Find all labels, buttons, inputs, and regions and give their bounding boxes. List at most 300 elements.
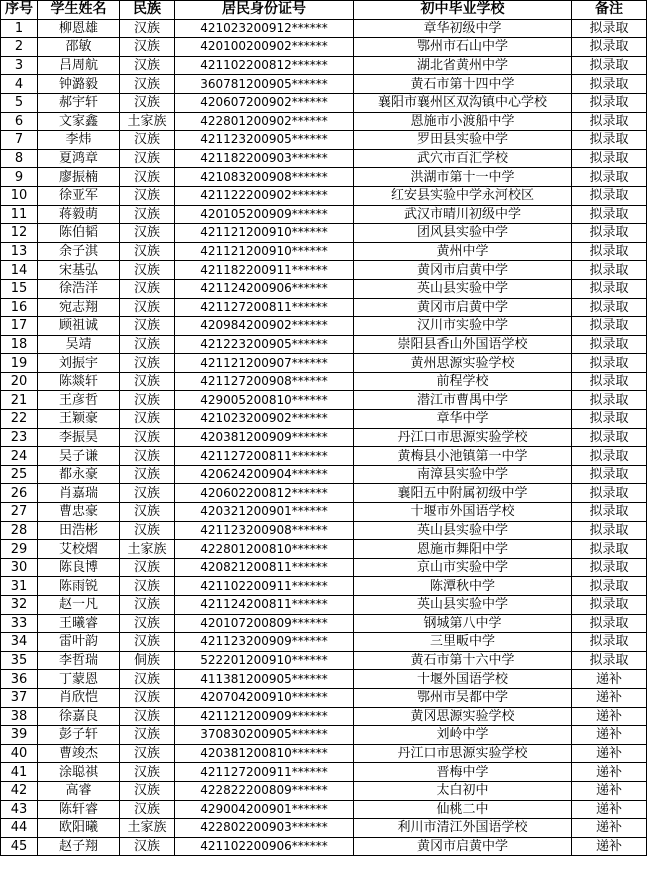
table-row xyxy=(1,112,647,131)
cell-id-number: 421102200911****** xyxy=(175,577,354,596)
table-row xyxy=(1,558,647,577)
cell-ethnicity: 汉族 xyxy=(120,56,175,75)
table-row xyxy=(1,93,647,112)
cell-id-number: 421127200911****** xyxy=(175,763,354,782)
cell-remark: 拟录取 xyxy=(572,186,647,205)
table-row xyxy=(1,131,647,150)
cell-id-number: 370830200905****** xyxy=(175,726,354,745)
cell-ethnicity: 汉族 xyxy=(120,670,175,689)
cell-student-name: 肖嘉瑞 xyxy=(38,484,120,503)
cell-ethnicity: 汉族 xyxy=(120,242,175,261)
cell-remark: 拟录取 xyxy=(572,447,647,466)
cell-ethnicity: 汉族 xyxy=(120,726,175,745)
cell-remark: 拟录取 xyxy=(572,651,647,670)
cell-school: 黄州中学 xyxy=(354,242,572,261)
cell-remark: 递补 xyxy=(572,744,647,763)
cell-student-name: 吴靖 xyxy=(38,335,120,354)
cell-student-name: 吕周航 xyxy=(38,56,120,75)
cell-ethnicity: 汉族 xyxy=(120,186,175,205)
cell-index: 12 xyxy=(1,224,38,243)
cell-ethnicity: 汉族 xyxy=(120,614,175,633)
cell-ethnicity: 汉族 xyxy=(120,688,175,707)
cell-remark: 拟录取 xyxy=(572,540,647,559)
cell-ethnicity: 汉族 xyxy=(120,279,175,298)
cell-ethnicity: 汉族 xyxy=(120,168,175,187)
cell-remark: 拟录取 xyxy=(572,577,647,596)
table-row xyxy=(1,205,647,224)
cell-remark: 拟录取 xyxy=(572,391,647,410)
cell-ethnicity: 汉族 xyxy=(120,298,175,317)
cell-student-name: 陈伯韬 xyxy=(38,224,120,243)
cell-index: 34 xyxy=(1,633,38,652)
cell-remark: 递补 xyxy=(572,670,647,689)
cell-index: 42 xyxy=(1,781,38,800)
table-row xyxy=(1,596,647,615)
cell-school: 十堰外国语学校 xyxy=(354,670,572,689)
cell-index: 19 xyxy=(1,354,38,373)
table-row xyxy=(1,651,647,670)
cell-school: 英山县实验中学 xyxy=(354,596,572,615)
cell-remark: 拟录取 xyxy=(572,335,647,354)
table-row xyxy=(1,428,647,447)
table-row xyxy=(1,335,647,354)
cell-ethnicity: 汉族 xyxy=(120,428,175,447)
cell-student-name: 李振昊 xyxy=(38,428,120,447)
cell-school: 洪湖市第十一中学 xyxy=(354,168,572,187)
cell-index: 32 xyxy=(1,596,38,615)
cell-school: 利川市清江外国语学校 xyxy=(354,819,572,838)
cell-ethnicity: 汉族 xyxy=(120,205,175,224)
cell-student-name: 曹竣杰 xyxy=(38,744,120,763)
cell-id-number: 360781200905****** xyxy=(175,75,354,94)
cell-remark: 递补 xyxy=(572,819,647,838)
cell-remark: 拟录取 xyxy=(572,131,647,150)
cell-student-name: 钟潞毅 xyxy=(38,75,120,94)
cell-student-name: 赵子翔 xyxy=(38,837,120,856)
cell-school: 黄冈市启黄中学 xyxy=(354,261,572,280)
table-row xyxy=(1,763,647,782)
cell-index: 26 xyxy=(1,484,38,503)
cell-school: 章华中学 xyxy=(354,410,572,429)
cell-index: 10 xyxy=(1,186,38,205)
header-student-name: 学生姓名 xyxy=(38,1,120,20)
table-row xyxy=(1,837,647,856)
table-row xyxy=(1,503,647,522)
cell-id-number: 421182200911****** xyxy=(175,261,354,280)
cell-remark: 拟录取 xyxy=(572,354,647,373)
cell-school: 鄂州市石山中学 xyxy=(354,38,572,57)
cell-ethnicity: 汉族 xyxy=(120,465,175,484)
cell-student-name: 高睿 xyxy=(38,781,120,800)
cell-index: 3 xyxy=(1,56,38,75)
table-row xyxy=(1,149,647,168)
cell-ethnicity: 汉族 xyxy=(120,335,175,354)
cell-id-number: 421124200906****** xyxy=(175,279,354,298)
cell-student-name: 李炜 xyxy=(38,131,120,150)
table-row xyxy=(1,688,647,707)
cell-index: 28 xyxy=(1,521,38,540)
header-id-number: 居民身份证号 xyxy=(175,1,354,20)
cell-index: 17 xyxy=(1,317,38,336)
table-row xyxy=(1,224,647,243)
cell-id-number: 420381200810****** xyxy=(175,744,354,763)
cell-index: 9 xyxy=(1,168,38,187)
table-row xyxy=(1,577,647,596)
cell-school: 武穴市百汇学校 xyxy=(354,149,572,168)
cell-ethnicity: 汉族 xyxy=(120,837,175,856)
cell-ethnicity: 汉族 xyxy=(120,800,175,819)
cell-ethnicity: 汉族 xyxy=(120,410,175,429)
cell-remark: 拟录取 xyxy=(572,596,647,615)
cell-student-name: 余子淇 xyxy=(38,242,120,261)
cell-student-name: 欧阳曦 xyxy=(38,819,120,838)
cell-school: 十堰市外国语学校 xyxy=(354,503,572,522)
cell-index: 6 xyxy=(1,112,38,131)
cell-id-number: 421127200811****** xyxy=(175,298,354,317)
cell-index: 5 xyxy=(1,93,38,112)
cell-id-number: 420602200812****** xyxy=(175,484,354,503)
cell-student-name: 廖振楠 xyxy=(38,168,120,187)
table-row xyxy=(1,410,647,429)
cell-remark: 拟录取 xyxy=(572,112,647,131)
cell-remark: 拟录取 xyxy=(572,93,647,112)
table-row xyxy=(1,75,647,94)
cell-student-name: 吴子谦 xyxy=(38,447,120,466)
cell-index: 37 xyxy=(1,688,38,707)
table-row xyxy=(1,670,647,689)
cell-student-name: 彭子轩 xyxy=(38,726,120,745)
cell-school: 太白初中 xyxy=(354,781,572,800)
cell-id-number: 421123200909****** xyxy=(175,633,354,652)
cell-school: 恩施市舞阳中学 xyxy=(354,540,572,559)
header-index: 序号 xyxy=(1,1,38,20)
cell-id-number: 422802200903****** xyxy=(175,819,354,838)
cell-index: 24 xyxy=(1,447,38,466)
table-row xyxy=(1,819,647,838)
cell-ethnicity: 汉族 xyxy=(120,596,175,615)
table-row xyxy=(1,56,647,75)
cell-ethnicity: 汉族 xyxy=(120,633,175,652)
cell-index: 2 xyxy=(1,38,38,57)
cell-school: 潜江市曹禺中学 xyxy=(354,391,572,410)
cell-school: 丹江口市思源实验学校 xyxy=(354,744,572,763)
cell-id-number: 421127200908****** xyxy=(175,372,354,391)
cell-index: 18 xyxy=(1,335,38,354)
table-row xyxy=(1,614,647,633)
cell-index: 45 xyxy=(1,837,38,856)
header-school: 初中毕业学校 xyxy=(354,1,572,20)
cell-school: 三里畈中学 xyxy=(354,633,572,652)
table-row xyxy=(1,19,647,38)
cell-school: 襄阳市襄州区双沟镇中心学校 xyxy=(354,93,572,112)
cell-index: 38 xyxy=(1,707,38,726)
cell-school: 钢城第八中学 xyxy=(354,614,572,633)
cell-remark: 递补 xyxy=(572,707,647,726)
cell-ethnicity: 汉族 xyxy=(120,577,175,596)
cell-index: 23 xyxy=(1,428,38,447)
header-remark: 备注 xyxy=(572,1,647,20)
cell-id-number: 411381200905****** xyxy=(175,670,354,689)
cell-index: 4 xyxy=(1,75,38,94)
cell-school: 汉川市实验中学 xyxy=(354,317,572,336)
cell-index: 11 xyxy=(1,205,38,224)
cell-ethnicity: 土家族 xyxy=(120,819,175,838)
table-row xyxy=(1,726,647,745)
table-row xyxy=(1,484,647,503)
cell-student-name: 都永豪 xyxy=(38,465,120,484)
table-row xyxy=(1,186,647,205)
cell-remark: 拟录取 xyxy=(572,317,647,336)
cell-ethnicity: 汉族 xyxy=(120,93,175,112)
cell-student-name: 曹忠豪 xyxy=(38,503,120,522)
cell-id-number: 421123200905****** xyxy=(175,131,354,150)
table-row xyxy=(1,279,647,298)
cell-school: 刘岭中学 xyxy=(354,726,572,745)
cell-student-name: 丁蒙恩 xyxy=(38,670,120,689)
cell-ethnicity: 土家族 xyxy=(120,540,175,559)
cell-id-number: 421121200910****** xyxy=(175,224,354,243)
cell-school: 前程学校 xyxy=(354,372,572,391)
cell-student-name: 赵一凡 xyxy=(38,596,120,615)
table-row xyxy=(1,317,647,336)
cell-student-name: 夏鸿章 xyxy=(38,149,120,168)
cell-remark: 拟录取 xyxy=(572,428,647,447)
cell-school: 湖北省黄州中学 xyxy=(354,56,572,75)
cell-ethnicity: 汉族 xyxy=(120,503,175,522)
cell-index: 20 xyxy=(1,372,38,391)
cell-id-number: 421102200906****** xyxy=(175,837,354,856)
cell-ethnicity: 汉族 xyxy=(120,707,175,726)
cell-id-number: 421127200811****** xyxy=(175,447,354,466)
cell-remark: 递补 xyxy=(572,726,647,745)
cell-student-name: 王彦哲 xyxy=(38,391,120,410)
cell-remark: 拟录取 xyxy=(572,484,647,503)
cell-remark: 拟录取 xyxy=(572,298,647,317)
cell-student-name: 徐浩洋 xyxy=(38,279,120,298)
cell-index: 13 xyxy=(1,242,38,261)
cell-index: 44 xyxy=(1,819,38,838)
cell-student-name: 宋基弘 xyxy=(38,261,120,280)
cell-index: 36 xyxy=(1,670,38,689)
table-row xyxy=(1,744,647,763)
cell-remark: 拟录取 xyxy=(572,224,647,243)
cell-student-name: 雷叶韵 xyxy=(38,633,120,652)
cell-remark: 递补 xyxy=(572,800,647,819)
cell-id-number: 421023200902****** xyxy=(175,410,354,429)
cell-id-number: 421124200811****** xyxy=(175,596,354,615)
table-row xyxy=(1,372,647,391)
cell-id-number: 420821200811****** xyxy=(175,558,354,577)
cell-student-name: 李哲瑞 xyxy=(38,651,120,670)
cell-id-number: 429004200901****** xyxy=(175,800,354,819)
cell-remark: 拟录取 xyxy=(572,19,647,38)
cell-remark: 拟录取 xyxy=(572,410,647,429)
cell-id-number: 421123200908****** xyxy=(175,521,354,540)
table-body xyxy=(1,19,647,856)
cell-id-number: 421122200902****** xyxy=(175,186,354,205)
cell-index: 27 xyxy=(1,503,38,522)
cell-student-name: 文家鑫 xyxy=(38,112,120,131)
cell-school: 黄州思源实验学校 xyxy=(354,354,572,373)
table-row xyxy=(1,707,647,726)
cell-school: 恩施市小渡船中学 xyxy=(354,112,572,131)
cell-ethnicity: 汉族 xyxy=(120,354,175,373)
cell-ethnicity: 侗族 xyxy=(120,651,175,670)
cell-index: 33 xyxy=(1,614,38,633)
cell-school: 红安县实验中学永河校区 xyxy=(354,186,572,205)
cell-remark: 递补 xyxy=(572,837,647,856)
cell-student-name: 王颖豪 xyxy=(38,410,120,429)
cell-index: 41 xyxy=(1,763,38,782)
cell-remark: 拟录取 xyxy=(572,261,647,280)
cell-index: 21 xyxy=(1,391,38,410)
cell-ethnicity: 汉族 xyxy=(120,149,175,168)
cell-student-name: 陈良博 xyxy=(38,558,120,577)
cell-student-name: 王曦睿 xyxy=(38,614,120,633)
cell-school: 章华初级中学 xyxy=(354,19,572,38)
cell-ethnicity: 汉族 xyxy=(120,447,175,466)
cell-index: 31 xyxy=(1,577,38,596)
cell-school: 崇阳县香山外国语学校 xyxy=(354,335,572,354)
cell-school: 黄梅县小池镇第一中学 xyxy=(354,447,572,466)
table-row xyxy=(1,781,647,800)
cell-id-number: 421121200910****** xyxy=(175,242,354,261)
cell-index: 43 xyxy=(1,800,38,819)
cell-id-number: 421083200908****** xyxy=(175,168,354,187)
cell-student-name: 刘振宇 xyxy=(38,354,120,373)
cell-id-number: 420984200902****** xyxy=(175,317,354,336)
cell-id-number: 422822200809****** xyxy=(175,781,354,800)
table-row xyxy=(1,391,647,410)
cell-student-name: 郝宇轩 xyxy=(38,93,120,112)
table-row xyxy=(1,633,647,652)
cell-ethnicity: 汉族 xyxy=(120,19,175,38)
table-row xyxy=(1,465,647,484)
cell-id-number: 522201200910****** xyxy=(175,651,354,670)
cell-remark: 拟录取 xyxy=(572,75,647,94)
cell-index: 25 xyxy=(1,465,38,484)
cell-index: 7 xyxy=(1,131,38,150)
cell-school: 仙桃二中 xyxy=(354,800,572,819)
cell-remark: 拟录取 xyxy=(572,633,647,652)
header-ethnicity: 民族 xyxy=(120,1,175,20)
table-row xyxy=(1,38,647,57)
cell-index: 8 xyxy=(1,149,38,168)
cell-ethnicity: 汉族 xyxy=(120,484,175,503)
cell-id-number: 420607200902****** xyxy=(175,93,354,112)
cell-id-number: 420704200910****** xyxy=(175,688,354,707)
cell-student-name: 陈轩睿 xyxy=(38,800,120,819)
cell-ethnicity: 汉族 xyxy=(120,75,175,94)
cell-ethnicity: 汉族 xyxy=(120,558,175,577)
cell-id-number: 420105200909****** xyxy=(175,205,354,224)
cell-index: 15 xyxy=(1,279,38,298)
cell-ethnicity: 汉族 xyxy=(120,763,175,782)
cell-ethnicity: 土家族 xyxy=(120,112,175,131)
table-row xyxy=(1,168,647,187)
cell-student-name: 柳恩雄 xyxy=(38,19,120,38)
cell-student-name: 陈雨锐 xyxy=(38,577,120,596)
cell-id-number: 421223200905****** xyxy=(175,335,354,354)
cell-student-name: 徐嘉良 xyxy=(38,707,120,726)
table-row xyxy=(1,242,647,261)
cell-ethnicity: 汉族 xyxy=(120,38,175,57)
cell-id-number: 420624200904****** xyxy=(175,465,354,484)
cell-student-name: 邵敏 xyxy=(38,38,120,57)
cell-remark: 拟录取 xyxy=(572,242,647,261)
cell-school: 黄石市第十六中学 xyxy=(354,651,572,670)
cell-school: 武汉市晴川初级中学 xyxy=(354,205,572,224)
cell-school: 襄阳五中附属初级中学 xyxy=(354,484,572,503)
table-row xyxy=(1,261,647,280)
cell-school: 团风县实验中学 xyxy=(354,224,572,243)
cell-id-number: 420381200909****** xyxy=(175,428,354,447)
cell-student-name: 徐亚军 xyxy=(38,186,120,205)
cell-school: 陈潭秋中学 xyxy=(354,577,572,596)
cell-school: 南漳县实验中学 xyxy=(354,465,572,484)
cell-remark: 拟录取 xyxy=(572,614,647,633)
cell-remark: 拟录取 xyxy=(572,279,647,298)
cell-index: 22 xyxy=(1,410,38,429)
cell-id-number: 420107200809****** xyxy=(175,614,354,633)
cell-remark: 拟录取 xyxy=(572,521,647,540)
cell-remark: 递补 xyxy=(572,763,647,782)
cell-ethnicity: 汉族 xyxy=(120,224,175,243)
cell-school: 黄冈市启黄中学 xyxy=(354,298,572,317)
cell-id-number: 422801200902****** xyxy=(175,112,354,131)
cell-school: 罗田县实验中学 xyxy=(354,131,572,150)
cell-remark: 拟录取 xyxy=(572,56,647,75)
cell-school: 英山县实验中学 xyxy=(354,279,572,298)
cell-student-name: 田浩彬 xyxy=(38,521,120,540)
cell-ethnicity: 汉族 xyxy=(120,372,175,391)
cell-ethnicity: 汉族 xyxy=(120,391,175,410)
cell-remark: 拟录取 xyxy=(572,149,647,168)
cell-remark: 拟录取 xyxy=(572,465,647,484)
table-row xyxy=(1,354,647,373)
cell-student-name: 陈燚轩 xyxy=(38,372,120,391)
cell-school: 黄冈市启黄中学 xyxy=(354,837,572,856)
cell-ethnicity: 汉族 xyxy=(120,261,175,280)
cell-id-number: 420321200901****** xyxy=(175,503,354,522)
table-row xyxy=(1,447,647,466)
cell-id-number: 420100200902****** xyxy=(175,38,354,57)
table-row xyxy=(1,521,647,540)
cell-remark: 递补 xyxy=(572,781,647,800)
cell-index: 30 xyxy=(1,558,38,577)
cell-ethnicity: 汉族 xyxy=(120,521,175,540)
cell-ethnicity: 汉族 xyxy=(120,317,175,336)
table-row xyxy=(1,800,647,819)
cell-student-name: 蒋毅萌 xyxy=(38,205,120,224)
cell-index: 39 xyxy=(1,726,38,745)
cell-student-name: 宛志翔 xyxy=(38,298,120,317)
cell-remark: 拟录取 xyxy=(572,38,647,57)
cell-school: 鄂州市吴都中学 xyxy=(354,688,572,707)
cell-student-name: 肖欣恺 xyxy=(38,688,120,707)
cell-remark: 拟录取 xyxy=(572,168,647,187)
cell-index: 16 xyxy=(1,298,38,317)
cell-school: 黄石市第十四中学 xyxy=(354,75,572,94)
cell-remark: 拟录取 xyxy=(572,205,647,224)
cell-ethnicity: 汉族 xyxy=(120,744,175,763)
cell-id-number: 421182200903****** xyxy=(175,149,354,168)
cell-school: 京山市实验中学 xyxy=(354,558,572,577)
cell-remark: 递补 xyxy=(572,688,647,707)
cell-id-number: 429005200810****** xyxy=(175,391,354,410)
cell-student-name: 涂聪祺 xyxy=(38,763,120,782)
cell-school: 晋梅中学 xyxy=(354,763,572,782)
